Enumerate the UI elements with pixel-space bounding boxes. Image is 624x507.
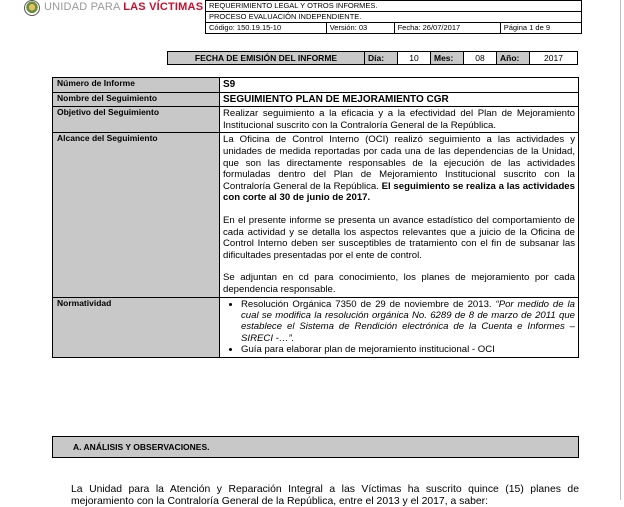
mes-label: Mes: [431,52,464,65]
document-header-table [205,0,582,34]
mes-value: 08 [464,52,497,65]
anio-value: 2017 [530,52,578,65]
logo [44,1,203,13]
alcance-p1-bold: El seguimiento se realiza a las actividades con corte al 30 de junio de 2017. [223,180,575,204]
row-numero [53,78,579,93]
numero-value: S9 [220,78,579,93]
dia-label: Día: [365,52,398,65]
normatividad-list [223,299,575,356]
section-a-header: A. ANÁLISIS Y OBSERVACIONES. [52,436,579,458]
logo-prefix: UNIDAD PARA [44,1,124,13]
alcance-value [220,133,579,297]
page-edge-divider [620,0,621,500]
nombre-value: SEGUIMIENTO PLAN DE MEJORAMIENTO CGR [220,92,579,107]
header-codigo: Código: 150.19.15-10 [206,23,327,34]
nombre-label: Nombre del Seguimiento [53,92,220,107]
logo-bold: LAS VÍCTIMAS [123,1,204,13]
header-row1: REQUERIMIENTO LEGAL Y OTROS INFORMES. [206,1,582,12]
header-fecha-value: 26/07/2017 [422,23,461,32]
logo-seal-icon [24,0,40,16]
objetivo-label: Objetivo del Seguimiento [53,107,220,133]
dia-value: 10 [398,52,431,65]
emission-date-table [167,51,578,65]
alcance-label: Alcance del Seguimiento [53,133,220,297]
alcance-paragraph-2: En el presente informe se presenta un avance estadístico del comportamiento de cada actividad y se detalla los aspectos relevantes que a juicio de la Oficina de Control Interno deben ser susceptibles de tratamiento con el fin de subsanar las dificultades presentadas por el ente de control. [223,214,575,261]
row-objetivo [53,107,579,133]
row-alcance [53,133,579,297]
alcance-p1-text: La Oficina de Control Interno (OCI) realizó seguimiento a las actividades y unidades de medida reportadas por cada una de las dependencias de la Unidad, que son las directamente responsables de la ejecución de las actividades formuladas dentro del Plan de Mejoramiento Institucional suscrito con la Contraloría General de la República. [223,134,575,192]
alcance-paragraph-1 [223,134,575,204]
alcance-paragraph-3: Se adjuntan en cd para conocimiento, los planes de mejoramiento por cada dependencia responsable. [223,272,575,295]
header-version: Versión: 03 [326,23,394,34]
header-pagina: Página 1 de 9 [500,23,581,34]
section-a-body: La Unidad para la Atención y Reparación Integral a las Víctimas ha suscrito quince (15) planes de mejoramiento con la Contraloría General de la República, entre el 2013 y el 2017, a saber: [71,484,579,507]
header-fecha-label: Fecha: [397,23,421,32]
header-fecha [394,23,500,34]
emission-title: FECHA DE EMISIÓN DEL INFORME [168,52,365,65]
numero-label: Número de Informe [53,78,220,93]
normatividad-value [220,297,579,357]
norma-item-1 [241,299,575,345]
row-normatividad [53,297,579,357]
report-info-table [52,77,579,358]
objetivo-value: Realizar seguimiento a la eficacia y a la efectividad del Plan de Mejoramiento Institucional suscrito con la Contraloría General de la República. [220,107,579,133]
row-nombre [53,92,579,107]
header-row2: PROCESO EVALUACIÓN INDEPENDIENTE. [206,12,582,23]
norma1-plain: Resolución Orgánica 7350 de 29 de noviembre de 2013. [241,298,496,310]
normatividad-label: Normatividad [53,297,220,357]
norma-item-2: • Guía para elaborar plan de mejoramiento institucional - OCI [241,344,575,355]
norma1-italic: “Por medido de la cual se modifica la resolución orgánica No. 6289 de 8 de marzo de 2011 que establece el Sistema de Rendición electrónica de la Cuenta e Informes – SIRECI -…”. [241,298,575,344]
anio-label: Año: [497,52,530,65]
